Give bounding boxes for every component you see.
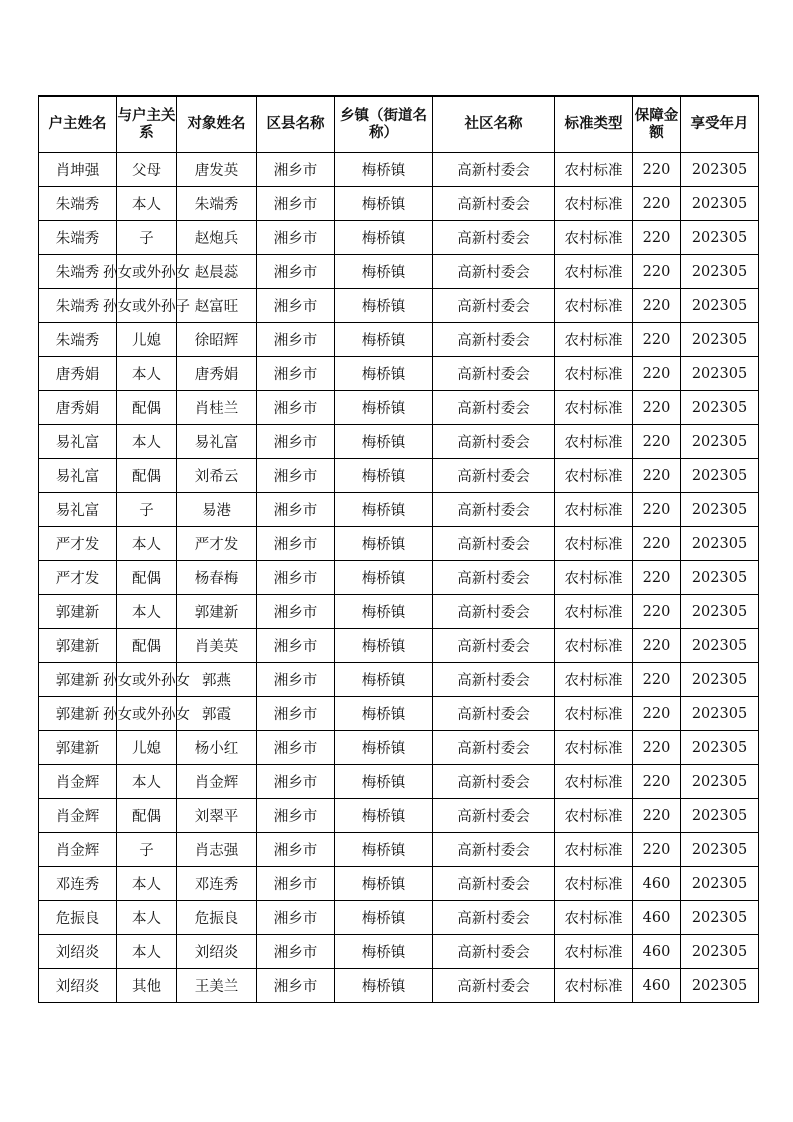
cell-householder-name: 易礼富 xyxy=(39,425,117,459)
cell-community: 高新村委会 xyxy=(433,867,555,901)
cell-township: 梅桥镇 xyxy=(335,493,433,527)
table-row xyxy=(39,493,759,527)
table-row xyxy=(39,595,759,629)
cell-relationship: 儿媳 xyxy=(117,323,177,357)
table-row xyxy=(39,391,759,425)
cell-township: 梅桥镇 xyxy=(335,629,433,663)
cell-relationship: 本人 xyxy=(117,595,177,629)
cell-period: 202305 xyxy=(681,187,759,221)
cell-amount: 460 xyxy=(633,969,681,1003)
assistance-roster-table xyxy=(38,95,759,1003)
cell-recipient-name: 邓连秀 xyxy=(177,867,257,901)
cell-relationship: 本人 xyxy=(117,527,177,561)
cell-township: 梅桥镇 xyxy=(335,153,433,187)
cell-township: 梅桥镇 xyxy=(335,901,433,935)
cell-standard-type: 农村标准 xyxy=(555,663,633,697)
cell-community: 高新村委会 xyxy=(433,357,555,391)
cell-recipient-name: 刘希云 xyxy=(177,459,257,493)
cell-householder-name: 肖坤强 xyxy=(39,153,117,187)
cell-householder-name: 郭建新 xyxy=(39,663,117,697)
cell-period: 202305 xyxy=(681,255,759,289)
cell-recipient-name: 徐昭辉 xyxy=(177,323,257,357)
cell-amount: 220 xyxy=(633,391,681,425)
cell-county: 湘乡市 xyxy=(257,459,335,493)
cell-standard-type: 农村标准 xyxy=(555,187,633,221)
cell-period: 202305 xyxy=(681,527,759,561)
cell-householder-name: 郭建新 xyxy=(39,629,117,663)
cell-amount: 220 xyxy=(633,425,681,459)
cell-county: 湘乡市 xyxy=(257,221,335,255)
cell-period: 202305 xyxy=(681,663,759,697)
cell-community: 高新村委会 xyxy=(433,833,555,867)
cell-period: 202305 xyxy=(681,935,759,969)
cell-householder-name: 易礼富 xyxy=(39,493,117,527)
cell-standard-type: 农村标准 xyxy=(555,765,633,799)
cell-period: 202305 xyxy=(681,765,759,799)
table-header-row xyxy=(39,96,759,153)
cell-period: 202305 xyxy=(681,221,759,255)
cell-community: 高新村委会 xyxy=(433,935,555,969)
cell-standard-type: 农村标准 xyxy=(555,153,633,187)
cell-county: 湘乡市 xyxy=(257,357,335,391)
cell-recipient-name: 易礼富 xyxy=(177,425,257,459)
cell-relationship: 本人 xyxy=(117,425,177,459)
cell-standard-type: 农村标准 xyxy=(555,935,633,969)
cell-relationship: 本人 xyxy=(117,901,177,935)
cell-period: 202305 xyxy=(681,323,759,357)
cell-township: 梅桥镇 xyxy=(335,323,433,357)
cell-county: 湘乡市 xyxy=(257,153,335,187)
cell-householder-name: 易礼富 xyxy=(39,459,117,493)
cell-recipient-name: 肖美英 xyxy=(177,629,257,663)
cell-householder-name: 朱端秀 xyxy=(39,255,117,289)
cell-period: 202305 xyxy=(681,629,759,663)
cell-period: 202305 xyxy=(681,833,759,867)
cell-amount: 220 xyxy=(633,153,681,187)
cell-period: 202305 xyxy=(681,561,759,595)
cell-county: 湘乡市 xyxy=(257,765,335,799)
cell-relationship: 子 xyxy=(117,833,177,867)
cell-township: 梅桥镇 xyxy=(335,935,433,969)
table-row xyxy=(39,425,759,459)
cell-amount: 220 xyxy=(633,799,681,833)
cell-recipient-name: 易港 xyxy=(177,493,257,527)
cell-amount: 460 xyxy=(633,901,681,935)
cell-county: 湘乡市 xyxy=(257,799,335,833)
cell-community: 高新村委会 xyxy=(433,391,555,425)
cell-recipient-name: 郭燕 xyxy=(177,663,257,697)
cell-recipient-name: 郭建新 xyxy=(177,595,257,629)
cell-amount: 220 xyxy=(633,595,681,629)
cell-county: 湘乡市 xyxy=(257,255,335,289)
cell-community: 高新村委会 xyxy=(433,595,555,629)
cell-county: 湘乡市 xyxy=(257,901,335,935)
cell-community: 高新村委会 xyxy=(433,663,555,697)
cell-standard-type: 农村标准 xyxy=(555,799,633,833)
cell-community: 高新村委会 xyxy=(433,731,555,765)
header-relationship: 与户主关系 xyxy=(117,96,177,153)
cell-period: 202305 xyxy=(681,391,759,425)
header-amount: 保障金额 xyxy=(633,96,681,153)
cell-householder-name: 刘绍炎 xyxy=(39,969,117,1003)
cell-county: 湘乡市 xyxy=(257,289,335,323)
cell-county: 湘乡市 xyxy=(257,697,335,731)
cell-county: 湘乡市 xyxy=(257,595,335,629)
cell-recipient-name: 赵富旺 xyxy=(177,289,257,323)
cell-amount: 220 xyxy=(633,357,681,391)
cell-community: 高新村委会 xyxy=(433,799,555,833)
header-community: 社区名称 xyxy=(433,96,555,153)
cell-township: 梅桥镇 xyxy=(335,969,433,1003)
cell-recipient-name: 赵晨蕊 xyxy=(177,255,257,289)
cell-standard-type: 农村标准 xyxy=(555,901,633,935)
cell-period: 202305 xyxy=(681,969,759,1003)
cell-community: 高新村委会 xyxy=(433,425,555,459)
cell-amount: 220 xyxy=(633,561,681,595)
header-recipient-name: 对象姓名 xyxy=(177,96,257,153)
cell-householder-name: 朱端秀 xyxy=(39,289,117,323)
cell-township: 梅桥镇 xyxy=(335,221,433,255)
cell-recipient-name: 刘绍炎 xyxy=(177,935,257,969)
cell-amount: 220 xyxy=(633,697,681,731)
cell-relationship: 配偶 xyxy=(117,459,177,493)
cell-householder-name: 危振良 xyxy=(39,901,117,935)
cell-community: 高新村委会 xyxy=(433,765,555,799)
cell-county: 湘乡市 xyxy=(257,493,335,527)
cell-relationship: 子 xyxy=(117,221,177,255)
cell-community: 高新村委会 xyxy=(433,901,555,935)
cell-recipient-name: 刘翠平 xyxy=(177,799,257,833)
cell-community: 高新村委会 xyxy=(433,187,555,221)
table-row xyxy=(39,323,759,357)
cell-township: 梅桥镇 xyxy=(335,357,433,391)
cell-period: 202305 xyxy=(681,697,759,731)
cell-township: 梅桥镇 xyxy=(335,731,433,765)
cell-period: 202305 xyxy=(681,289,759,323)
cell-amount: 220 xyxy=(633,833,681,867)
cell-standard-type: 农村标准 xyxy=(555,289,633,323)
cell-community: 高新村委会 xyxy=(433,561,555,595)
table-row xyxy=(39,221,759,255)
cell-householder-name: 严才发 xyxy=(39,527,117,561)
table-row xyxy=(39,289,759,323)
cell-householder-name: 唐秀娟 xyxy=(39,391,117,425)
cell-community: 高新村委会 xyxy=(433,527,555,561)
cell-recipient-name: 赵炮兵 xyxy=(177,221,257,255)
cell-county: 湘乡市 xyxy=(257,935,335,969)
cell-township: 梅桥镇 xyxy=(335,833,433,867)
cell-amount: 220 xyxy=(633,187,681,221)
cell-township: 梅桥镇 xyxy=(335,459,433,493)
cell-standard-type: 农村标准 xyxy=(555,731,633,765)
cell-relationship: 本人 xyxy=(117,935,177,969)
cell-township: 梅桥镇 xyxy=(335,255,433,289)
cell-township: 梅桥镇 xyxy=(335,663,433,697)
cell-county: 湘乡市 xyxy=(257,391,335,425)
cell-standard-type: 农村标准 xyxy=(555,697,633,731)
cell-county: 湘乡市 xyxy=(257,833,335,867)
cell-householder-name: 唐秀娟 xyxy=(39,357,117,391)
table-row xyxy=(39,153,759,187)
table-row xyxy=(39,459,759,493)
cell-standard-type: 农村标准 xyxy=(555,425,633,459)
cell-amount: 220 xyxy=(633,663,681,697)
cell-amount: 220 xyxy=(633,765,681,799)
cell-period: 202305 xyxy=(681,357,759,391)
cell-township: 梅桥镇 xyxy=(335,527,433,561)
cell-amount: 460 xyxy=(633,867,681,901)
cell-householder-name: 朱端秀 xyxy=(39,323,117,357)
cell-period: 202305 xyxy=(681,799,759,833)
cell-community: 高新村委会 xyxy=(433,221,555,255)
cell-amount: 220 xyxy=(633,323,681,357)
cell-period: 202305 xyxy=(681,595,759,629)
cell-county: 湘乡市 xyxy=(257,323,335,357)
cell-recipient-name: 郭霞 xyxy=(177,697,257,731)
cell-recipient-name: 危振良 xyxy=(177,901,257,935)
cell-standard-type: 农村标准 xyxy=(555,493,633,527)
table-row xyxy=(39,731,759,765)
cell-county: 湘乡市 xyxy=(257,969,335,1003)
cell-county: 湘乡市 xyxy=(257,663,335,697)
cell-township: 梅桥镇 xyxy=(335,595,433,629)
cell-recipient-name: 杨小红 xyxy=(177,731,257,765)
cell-township: 梅桥镇 xyxy=(335,289,433,323)
table-row xyxy=(39,697,759,731)
cell-township: 梅桥镇 xyxy=(335,391,433,425)
cell-householder-name: 郭建新 xyxy=(39,595,117,629)
cell-relationship: 其他 xyxy=(117,969,177,1003)
cell-county: 湘乡市 xyxy=(257,629,335,663)
cell-relationship: 配偶 xyxy=(117,391,177,425)
cell-standard-type: 农村标准 xyxy=(555,357,633,391)
table-row xyxy=(39,255,759,289)
cell-recipient-name: 唐发英 xyxy=(177,153,257,187)
cell-recipient-name: 朱端秀 xyxy=(177,187,257,221)
table-row xyxy=(39,901,759,935)
cell-township: 梅桥镇 xyxy=(335,425,433,459)
cell-householder-name: 朱端秀 xyxy=(39,221,117,255)
cell-period: 202305 xyxy=(681,867,759,901)
cell-community: 高新村委会 xyxy=(433,493,555,527)
cell-relationship: 孙女或外孙女 xyxy=(117,663,177,697)
table-row xyxy=(39,629,759,663)
cell-amount: 220 xyxy=(633,255,681,289)
cell-standard-type: 农村标准 xyxy=(555,629,633,663)
cell-standard-type: 农村标准 xyxy=(555,527,633,561)
cell-township: 梅桥镇 xyxy=(335,765,433,799)
cell-householder-name: 肖金辉 xyxy=(39,799,117,833)
cell-recipient-name: 王美兰 xyxy=(177,969,257,1003)
header-standard-type: 标准类型 xyxy=(555,96,633,153)
cell-community: 高新村委会 xyxy=(433,459,555,493)
cell-county: 湘乡市 xyxy=(257,425,335,459)
cell-relationship: 本人 xyxy=(117,867,177,901)
cell-amount: 220 xyxy=(633,629,681,663)
cell-amount: 220 xyxy=(633,459,681,493)
header-period: 享受年月 xyxy=(681,96,759,153)
table-row xyxy=(39,187,759,221)
cell-amount: 220 xyxy=(633,221,681,255)
cell-county: 湘乡市 xyxy=(257,527,335,561)
cell-relationship: 子 xyxy=(117,493,177,527)
cell-recipient-name: 肖志强 xyxy=(177,833,257,867)
cell-county: 湘乡市 xyxy=(257,561,335,595)
cell-standard-type: 农村标准 xyxy=(555,391,633,425)
cell-township: 梅桥镇 xyxy=(335,697,433,731)
table-row xyxy=(39,935,759,969)
cell-relationship: 孙女或外孙女 xyxy=(117,697,177,731)
cell-community: 高新村委会 xyxy=(433,153,555,187)
cell-relationship: 孙女或外孙子 xyxy=(117,289,177,323)
table-row xyxy=(39,527,759,561)
cell-householder-name: 朱端秀 xyxy=(39,187,117,221)
cell-householder-name: 肖金辉 xyxy=(39,833,117,867)
cell-standard-type: 农村标准 xyxy=(555,561,633,595)
cell-relationship: 父母 xyxy=(117,153,177,187)
cell-standard-type: 农村标准 xyxy=(555,459,633,493)
table-row xyxy=(39,561,759,595)
cell-county: 湘乡市 xyxy=(257,731,335,765)
header-householder-name: 户主姓名 xyxy=(39,96,117,153)
cell-amount: 220 xyxy=(633,493,681,527)
table-row xyxy=(39,799,759,833)
cell-community: 高新村委会 xyxy=(433,289,555,323)
cell-relationship: 配偶 xyxy=(117,799,177,833)
header-county: 区县名称 xyxy=(257,96,335,153)
cell-relationship: 本人 xyxy=(117,187,177,221)
cell-relationship: 孙女或外孙女 xyxy=(117,255,177,289)
table-row xyxy=(39,765,759,799)
table-row xyxy=(39,663,759,697)
cell-period: 202305 xyxy=(681,901,759,935)
table-row xyxy=(39,357,759,391)
cell-standard-type: 农村标准 xyxy=(555,595,633,629)
cell-recipient-name: 严才发 xyxy=(177,527,257,561)
cell-amount: 220 xyxy=(633,731,681,765)
cell-standard-type: 农村标准 xyxy=(555,255,633,289)
cell-community: 高新村委会 xyxy=(433,969,555,1003)
table-row xyxy=(39,969,759,1003)
cell-community: 高新村委会 xyxy=(433,323,555,357)
cell-period: 202305 xyxy=(681,459,759,493)
cell-township: 梅桥镇 xyxy=(335,799,433,833)
cell-recipient-name: 杨春梅 xyxy=(177,561,257,595)
cell-relationship: 儿媳 xyxy=(117,731,177,765)
cell-householder-name: 郭建新 xyxy=(39,697,117,731)
cell-community: 高新村委会 xyxy=(433,255,555,289)
cell-period: 202305 xyxy=(681,153,759,187)
cell-standard-type: 农村标准 xyxy=(555,221,633,255)
cell-recipient-name: 肖桂兰 xyxy=(177,391,257,425)
table-row xyxy=(39,867,759,901)
cell-township: 梅桥镇 xyxy=(335,867,433,901)
cell-relationship: 配偶 xyxy=(117,561,177,595)
cell-relationship: 配偶 xyxy=(117,629,177,663)
cell-amount: 460 xyxy=(633,935,681,969)
cell-householder-name: 严才发 xyxy=(39,561,117,595)
cell-relationship: 本人 xyxy=(117,357,177,391)
cell-period: 202305 xyxy=(681,493,759,527)
cell-amount: 220 xyxy=(633,527,681,561)
cell-amount: 220 xyxy=(633,289,681,323)
cell-householder-name: 郭建新 xyxy=(39,731,117,765)
cell-householder-name: 刘绍炎 xyxy=(39,935,117,969)
cell-township: 梅桥镇 xyxy=(335,187,433,221)
header-township: 乡镇（街道名称） xyxy=(335,96,433,153)
cell-community: 高新村委会 xyxy=(433,697,555,731)
cell-county: 湘乡市 xyxy=(257,867,335,901)
cell-standard-type: 农村标准 xyxy=(555,969,633,1003)
cell-relationship: 本人 xyxy=(117,765,177,799)
cell-standard-type: 农村标准 xyxy=(555,833,633,867)
cell-householder-name: 邓连秀 xyxy=(39,867,117,901)
cell-recipient-name: 唐秀娟 xyxy=(177,357,257,391)
cell-householder-name: 肖金辉 xyxy=(39,765,117,799)
cell-standard-type: 农村标准 xyxy=(555,867,633,901)
table-row xyxy=(39,833,759,867)
cell-recipient-name: 肖金辉 xyxy=(177,765,257,799)
cell-county: 湘乡市 xyxy=(257,187,335,221)
cell-standard-type: 农村标准 xyxy=(555,323,633,357)
cell-township: 梅桥镇 xyxy=(335,561,433,595)
cell-community: 高新村委会 xyxy=(433,629,555,663)
cell-period: 202305 xyxy=(681,425,759,459)
cell-period: 202305 xyxy=(681,731,759,765)
